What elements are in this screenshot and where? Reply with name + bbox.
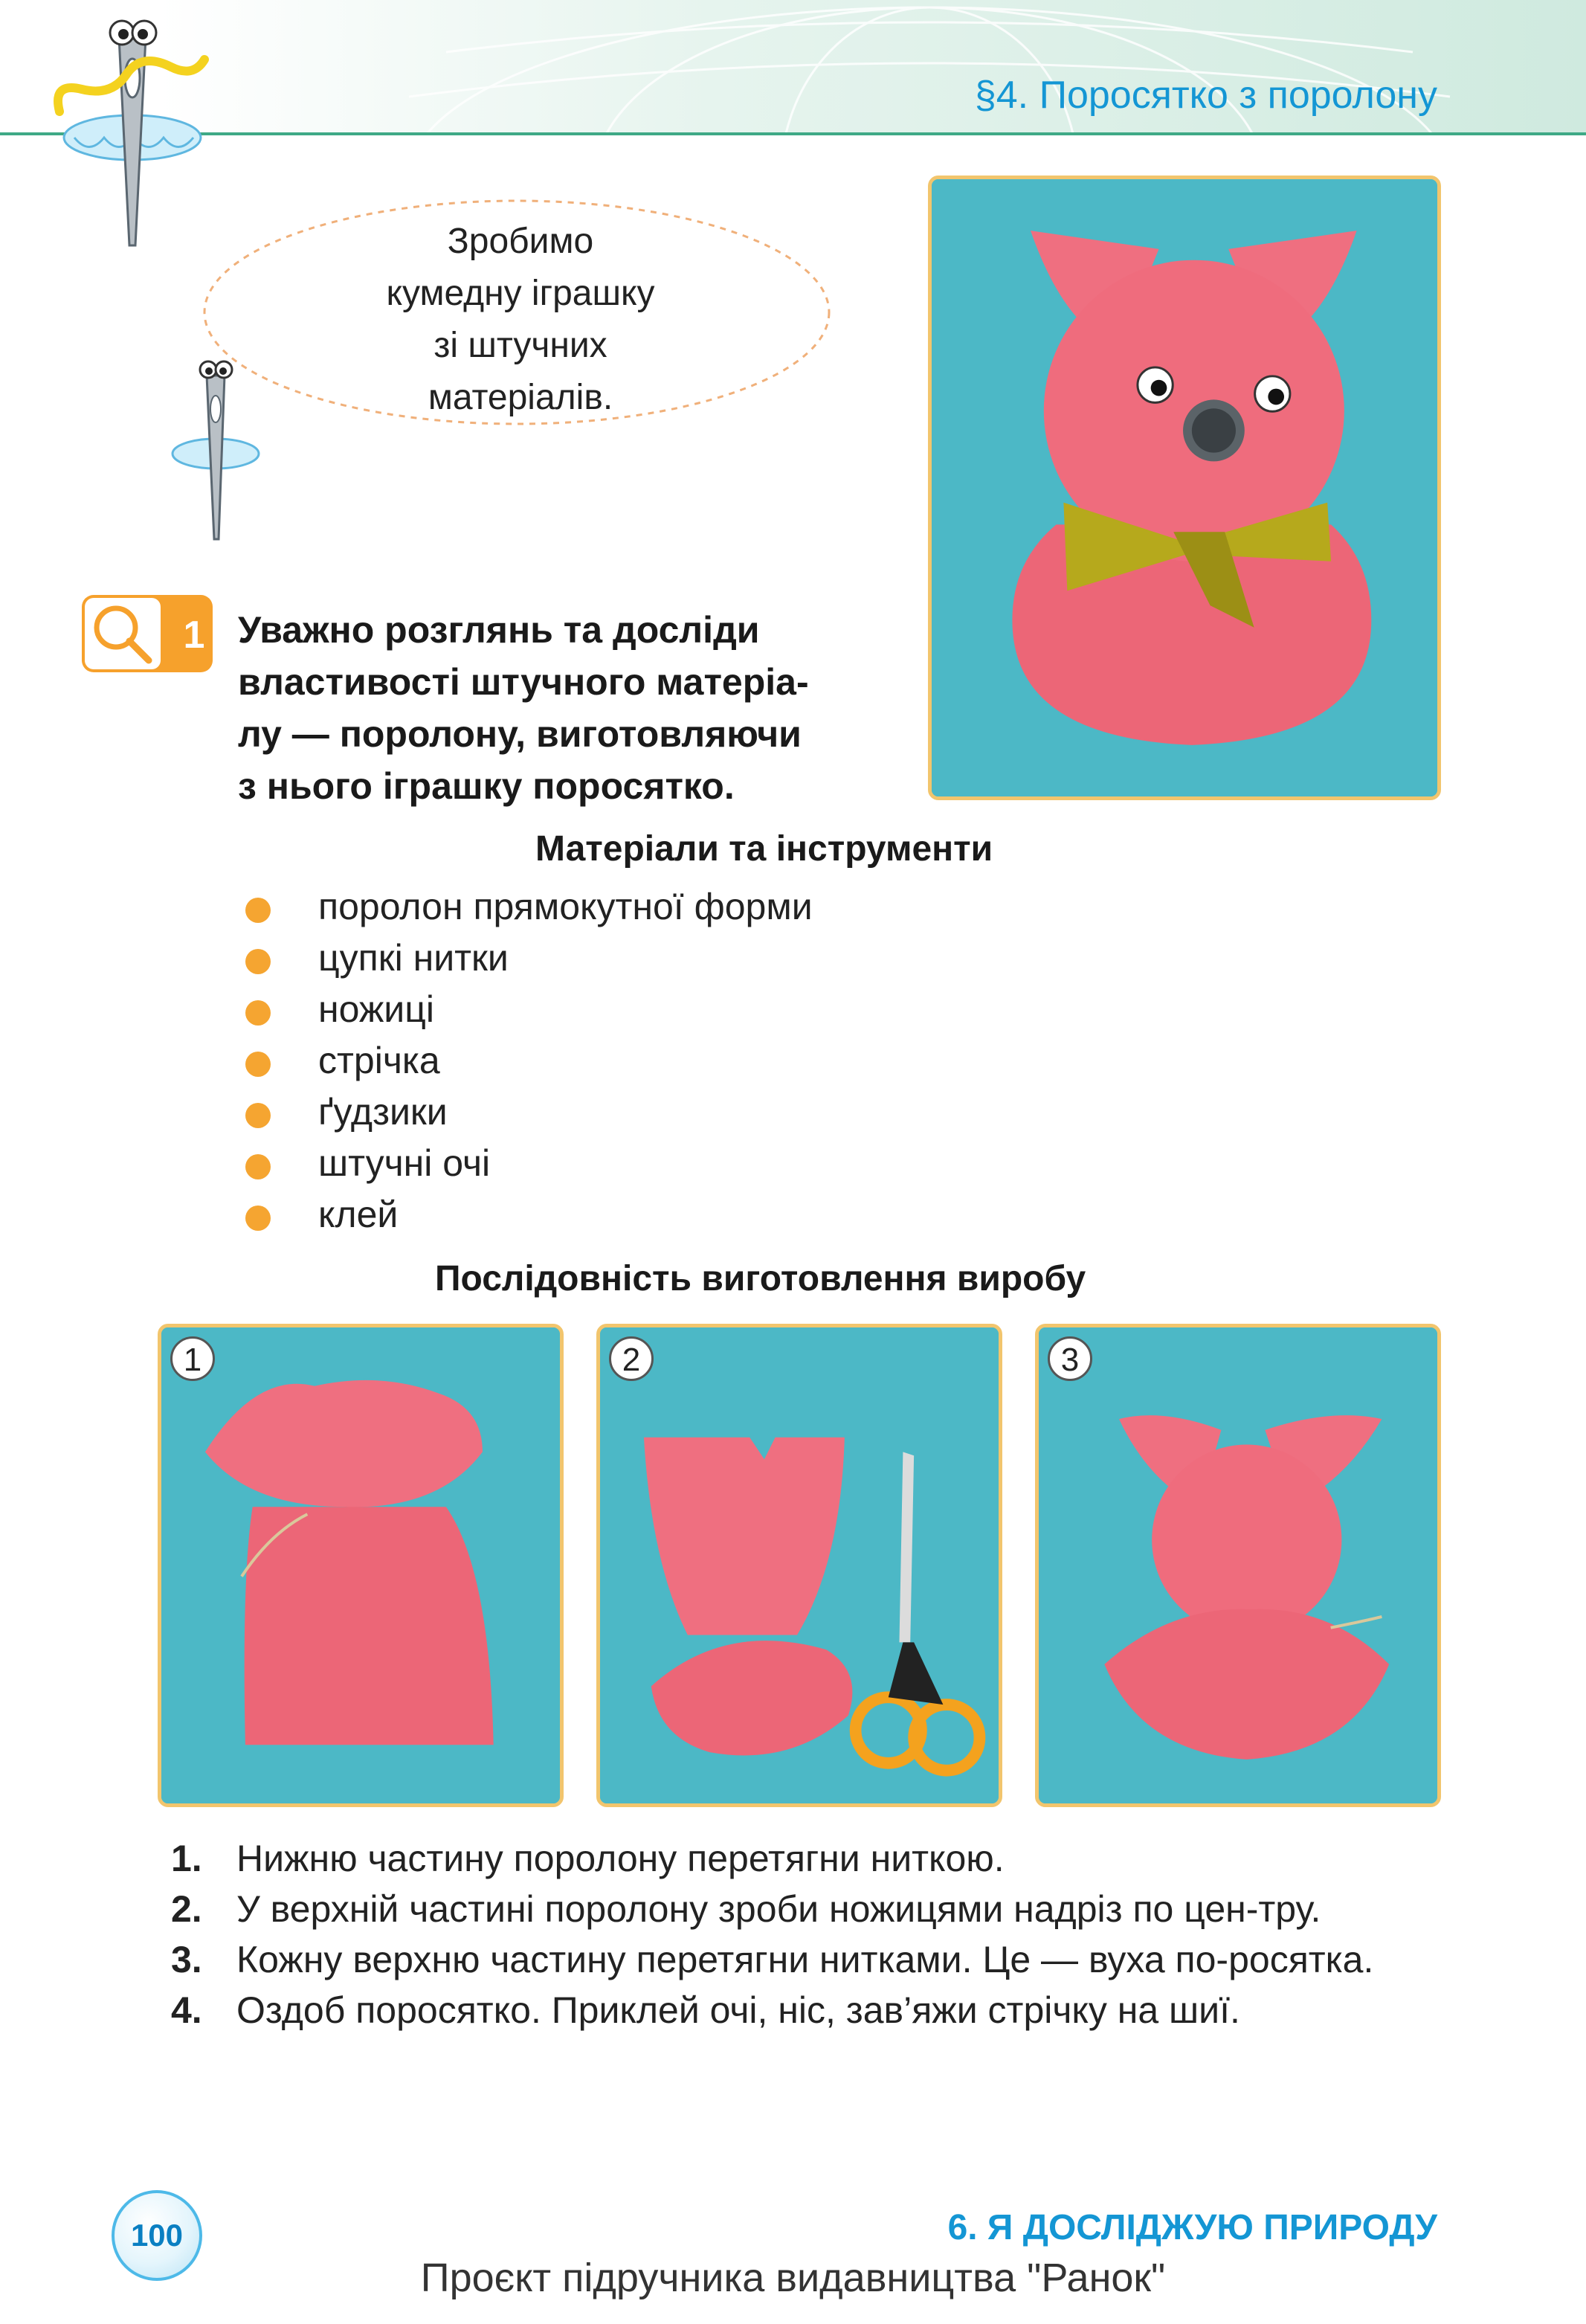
bullet-dot-icon (245, 898, 271, 923)
small-needle-mascot-icon (162, 353, 274, 543)
task-line: з нього іграшку поросятко. (238, 765, 735, 807)
material-label: ножиці (318, 988, 434, 1030)
speech-line: зі штучних (433, 326, 607, 365)
list-item (171, 1934, 1442, 1985)
speech-bubble-text (320, 216, 721, 424)
step-text: У верхній частині поролону зроби ножицями надріз по цен-тру. (236, 1888, 1321, 1930)
step-text: Нижню частину поролону перетягни ниткою. (236, 1838, 1005, 1879)
step-index: 3. (171, 1939, 202, 1980)
materials-heading: Матеріали та інструменти (535, 829, 993, 869)
steps-list (171, 1833, 1442, 2035)
bullet-dot-icon (245, 1154, 271, 1179)
step-index: 1. (171, 1838, 202, 1879)
list-item (239, 881, 813, 933)
material-label: ґудзики (318, 1091, 448, 1133)
speech-line: кумедну іграшку (386, 274, 655, 313)
page-number: 100 (112, 2190, 202, 2281)
finished-piglet-photo (928, 176, 1441, 800)
material-label: штучні очі (318, 1142, 491, 1184)
step-photo-1 (158, 1324, 564, 1807)
step-index: 2. (171, 1888, 202, 1930)
step-number-badge: 3 (1048, 1336, 1092, 1381)
list-item (239, 1035, 813, 1087)
list-item (239, 1138, 813, 1189)
bullet-dot-icon (245, 1103, 271, 1128)
task-line: Уважно розглянь та досліди (238, 609, 760, 651)
step-number-badge: 2 (609, 1336, 654, 1381)
task-number: 1 (183, 614, 205, 657)
material-label: стрічка (318, 1040, 440, 1081)
task-line: властивості штучного матеріа- (238, 661, 809, 703)
bullet-dot-icon (245, 1000, 271, 1026)
bullet-dot-icon (245, 1206, 271, 1231)
bullet-dot-icon (245, 1052, 271, 1077)
list-item (239, 984, 813, 1035)
task-instruction (238, 604, 892, 812)
materials-list (239, 881, 813, 1240)
step-text: Кожну верхню частину перетягни нитками. Це — вуха по-росятка. (236, 1939, 1374, 1980)
speech-line: матеріалів. (428, 378, 613, 417)
material-label: клей (318, 1194, 399, 1235)
material-label: поролон прямокутної форми (318, 886, 813, 927)
material-label: цупкі нитки (318, 937, 509, 979)
list-item (239, 933, 813, 984)
task-line: лу — поролону, виготовляючи (238, 713, 802, 755)
sequence-heading: Послідовність виготовлення виробу (435, 1259, 1086, 1298)
chapter-title: 6. Я ДОСЛІДЖУЮ ПРИРОДУ (947, 2208, 1437, 2247)
list-item (239, 1087, 813, 1138)
step-text: Оздоб поросятко. Приклей очі, ніс, зав’яжи стрічку на шиї. (236, 1989, 1240, 2031)
step-photo-2 (596, 1324, 1002, 1807)
section-title: §4. Поросятко з поролону (974, 74, 1437, 117)
speech-line: Зробимо (447, 222, 594, 261)
bullet-dot-icon (245, 949, 271, 974)
step-photo-3 (1035, 1324, 1441, 1807)
header-divider (0, 132, 1586, 135)
list-item (171, 1833, 1442, 1884)
step-number-badge: 1 (170, 1336, 215, 1381)
list-item (239, 1189, 813, 1240)
step-index: 4. (171, 1989, 202, 2031)
publisher-note: Проєкт підручника видавництва "Ранок" (420, 2256, 1166, 2300)
list-item (171, 1985, 1442, 2035)
list-item (171, 1884, 1442, 1934)
